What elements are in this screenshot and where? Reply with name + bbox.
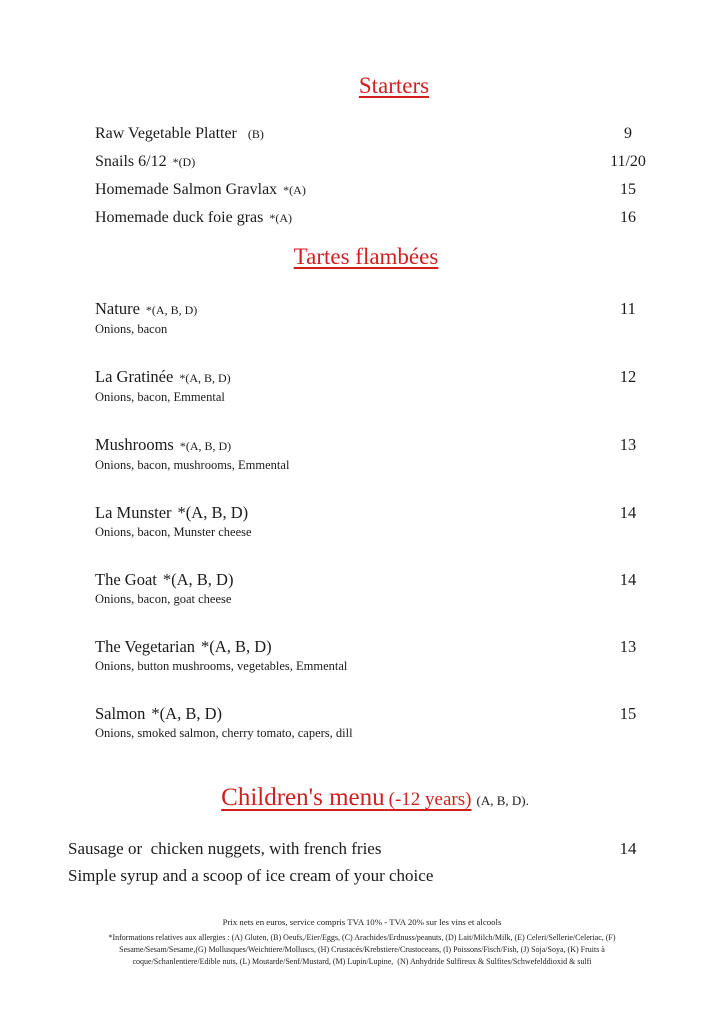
item-name — [95, 120, 586, 148]
item-name — [95, 434, 586, 457]
item-allergens: *(A, B, D) — [162, 570, 234, 589]
children-heading — [221, 782, 529, 816]
item-name — [95, 636, 586, 658]
children-list — [0, 835, 724, 889]
item-name-text: Raw Vegetable Platter — [95, 125, 237, 142]
item-name: Sausage or chicken nuggets, with french fries — [68, 839, 382, 858]
children-heading-red — [221, 784, 472, 811]
menu-item-row — [0, 502, 724, 524]
menu-item — [0, 298, 724, 338]
item-name — [95, 298, 586, 321]
menu-item-row — [0, 176, 724, 204]
item-price: 15 — [620, 181, 636, 198]
starters-heading: Starters — [358, 73, 430, 98]
item-description: Onions, bacon, mushrooms, Emmental — [95, 458, 290, 472]
children-heading-allergens: (A, B, D). — [476, 793, 529, 808]
item-allergens: *(A) — [269, 211, 293, 225]
menu-item — [0, 366, 724, 406]
item-name-text: Mushrooms — [95, 435, 174, 454]
starters-list — [0, 120, 724, 232]
menu-item-row — [0, 569, 724, 591]
menu-item-row — [0, 703, 724, 725]
item-price: 12 — [619, 367, 637, 386]
item-description: Onions, bacon — [95, 322, 168, 336]
item-price: 13 — [619, 435, 637, 454]
item-allergens: *(D) — [172, 155, 196, 169]
item-allergens: *(A) — [283, 183, 306, 197]
children-heading-title: Children's menu — [221, 784, 385, 811]
item-name-text: Homemade Salmon Gravlax — [95, 181, 278, 198]
item-name-text: Snails 6/12 — [95, 153, 167, 170]
menu-item-row — [0, 835, 724, 862]
item-name — [95, 366, 586, 389]
menu-item-row — [0, 204, 724, 232]
item-price: 14 — [619, 839, 637, 858]
item-price: 16 — [620, 209, 636, 226]
allergy-note — [79, 932, 645, 968]
menu-item — [0, 569, 724, 608]
item-allergens: (B) — [247, 127, 264, 141]
menu-item-row — [0, 298, 724, 321]
allergy-note-line: Sesame/Sesam/Sesame,(G) Mollusques/Weichtiere/Molluscs, (H) Crustacés/Krebstiere/Crustoceans, (I) Poissons/Fisch/Fish, (J) Soja/Soya, (K) Fruits à — [119, 945, 605, 954]
item-name — [95, 204, 586, 232]
item-name — [95, 148, 586, 176]
pricing-note: Prix nets en euros, service compris TVA 10% - TVA 20% sur les vins et alcools — [222, 917, 502, 927]
item-name-text: The Vegetarian — [95, 637, 196, 656]
allergy-note-line: coque/Schanlentiere/Edible nuts, (L) Moutarde/Senf/Mustard, (M) Lupin/Lupine, (N) Anhydride Sulfireux & Sulfites/Schwefelddioxid & sulfi — [132, 957, 592, 966]
item-description: Onions, bacon, goat cheese — [95, 592, 232, 606]
item-name-text: The Goat — [95, 570, 157, 589]
item-name — [95, 703, 586, 725]
menu-item-row — [0, 366, 724, 389]
tartes-list — [0, 298, 724, 742]
allergy-note-line: *Informations relatives aux allergies : (A) Gluten, (B) Oeufs,/Eier/Eggs, (C) Arachides/Erdnuss/peanuts, (D) Lait/Milch/Milk, (E) Celeri/Sellerie/Celeriac, (F) — [108, 933, 616, 942]
item-description: Onions, bacon, Munster cheese — [95, 525, 252, 539]
item-price: 14 — [619, 503, 637, 522]
item-allergens: *(A, B, D) — [179, 371, 231, 385]
item-allergens: *(A, B, D) — [151, 704, 222, 723]
item-price: 14 — [619, 570, 637, 589]
item-name-text: Homemade duck foie gras — [95, 209, 264, 226]
item-description: Onions, smoked salmon, cherry tomato, capers, dill — [95, 726, 353, 740]
menu-item-row — [0, 120, 724, 148]
tartes-heading: Tartes flambées — [293, 244, 439, 269]
starters-section-header — [0, 73, 724, 99]
item-allergens: *(A, B, D) — [179, 439, 232, 453]
menu-item-row — [0, 434, 724, 457]
item-name-text: La Munster — [95, 503, 172, 522]
menu-item — [0, 434, 724, 474]
item-name — [95, 569, 586, 591]
menu-item — [0, 703, 724, 742]
item-price: 15 — [619, 704, 637, 723]
item-price: 9 — [624, 125, 632, 142]
item-name — [95, 176, 586, 204]
menu-item — [0, 636, 724, 675]
item-price: 13 — [619, 637, 637, 656]
item-name-text: Nature — [95, 299, 140, 318]
menu-item-row — [0, 636, 724, 658]
item-name-text: Salmon — [95, 704, 146, 723]
item-name-text: La Gratinée — [95, 367, 174, 386]
item-allergens: *(A, B, D) — [201, 637, 272, 656]
children-heading-age-note: (-12 years) — [388, 789, 472, 810]
item-price: 11/20 — [610, 153, 646, 170]
item-allergens: *(A, B, D) — [145, 303, 198, 317]
item-allergens: *(A, B, D) — [177, 503, 249, 522]
item-name: Simple syrup and a scoop of ice cream of your choice — [68, 866, 434, 885]
menu-item-row — [0, 148, 724, 176]
item-price: 11 — [620, 299, 636, 318]
children-section-header — [0, 782, 724, 816]
tartes-section-header — [0, 244, 724, 270]
item-description: Onions, button mushrooms, vegetables, Emmental — [95, 659, 348, 673]
menu-item-row — [0, 862, 724, 889]
item-description: Onions, bacon, Emmental — [95, 390, 225, 404]
menu-item — [0, 502, 724, 541]
item-name — [95, 502, 586, 524]
